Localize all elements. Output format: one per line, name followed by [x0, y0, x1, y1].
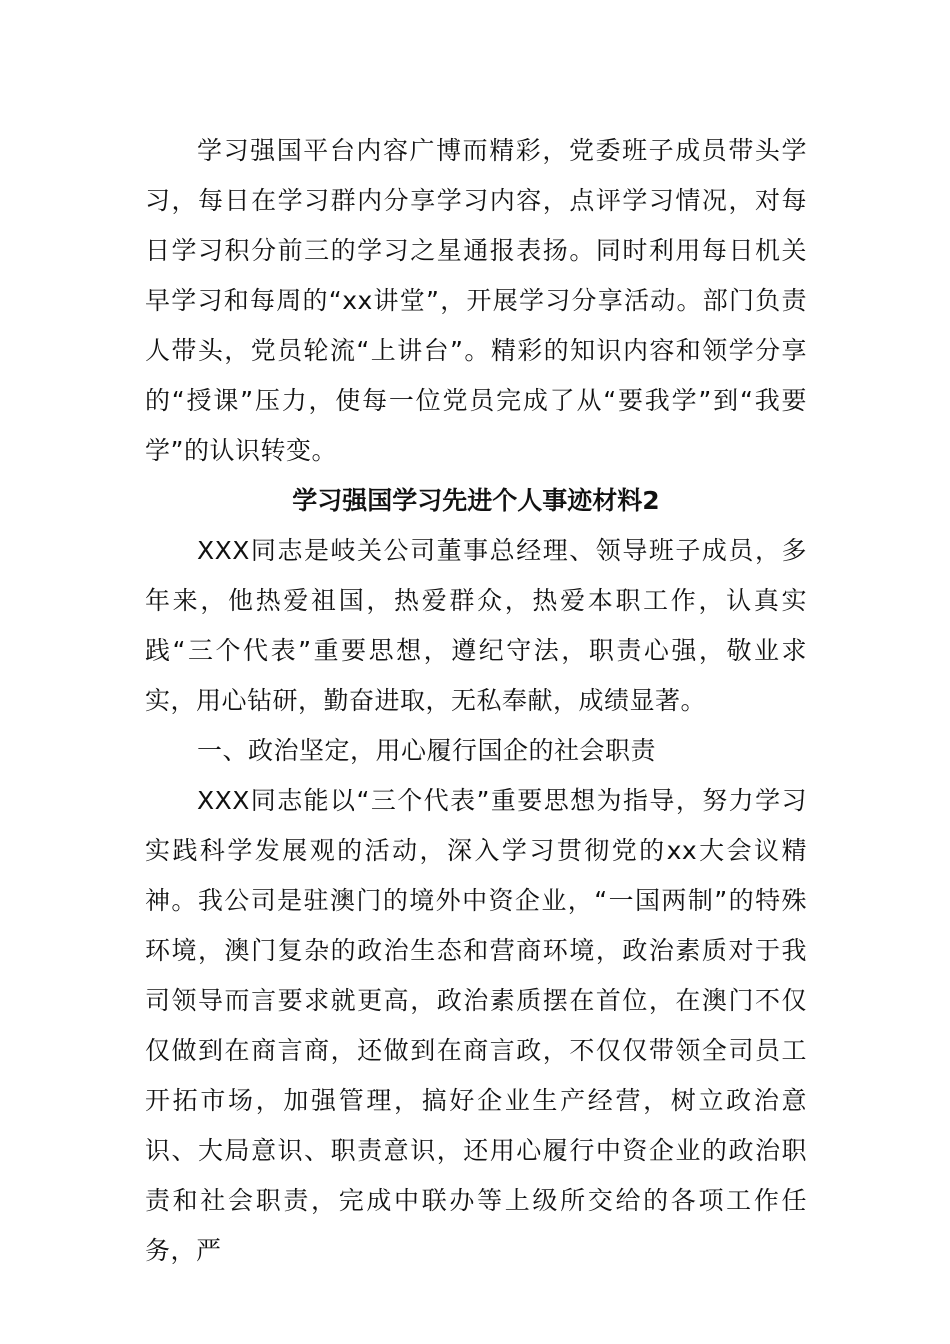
paragraph-introduction: XXX同志是岐关公司董事总经理、领导班子成员，多年来，他热爱祖国，热爱群众，热爱本职工作，认真实践“三个代表”重要思想，遵纪守法，职责心强，敬业求实，用心钻研，勤奋进取，无私奉献，成绩显著。 — [145, 536, 807, 715]
paragraph-political-duty: XXX同志能以“三个代表”重要思想为指导，努力学习实践科学发展观的活动，深入学习贯彻党的xx大会议精神。我公司是驻澳门的境外中资企业，“一国两制”的特殊环境，澳门复杂的政治生态和营商环境，政治素质对于我司领导而言要求就更高，政治素质摆在首位，在澳门不仅仅做到在商言商，还做到在商言政，不仅仅带领全司员工开拓市场，加强管理，搞好企业生产经营，树立政治意识、大局意识、职责意识，还用心履行中资企业的政治职责和社会职责，完成中联办等上级所交给的各项工作任务，严 — [145, 786, 807, 1265]
paragraph-study-platform: 学习强国平台内容广博而精彩，党委班子成员带头学习，每日在学习群内分享学习内容，点评学习情况，对每日学习积分前三的学习之星通报表扬。同时利用每日机关早学习和每周的“xx讲堂”，开展学习分享活动。部门负责人带头，党员轮流“上讲台”。精彩的知识内容和领学分享的“授课”压力，使每一位党员完成了从“要我学”到“我要学”的认识转变。 — [145, 136, 807, 465]
document-heading: 学习强国学习先进个人事迹材料2 — [292, 486, 660, 515]
section-title: 一、政治坚定，用心履行国企的社会职责 — [197, 736, 657, 765]
document-body — [145, 126, 807, 1276]
